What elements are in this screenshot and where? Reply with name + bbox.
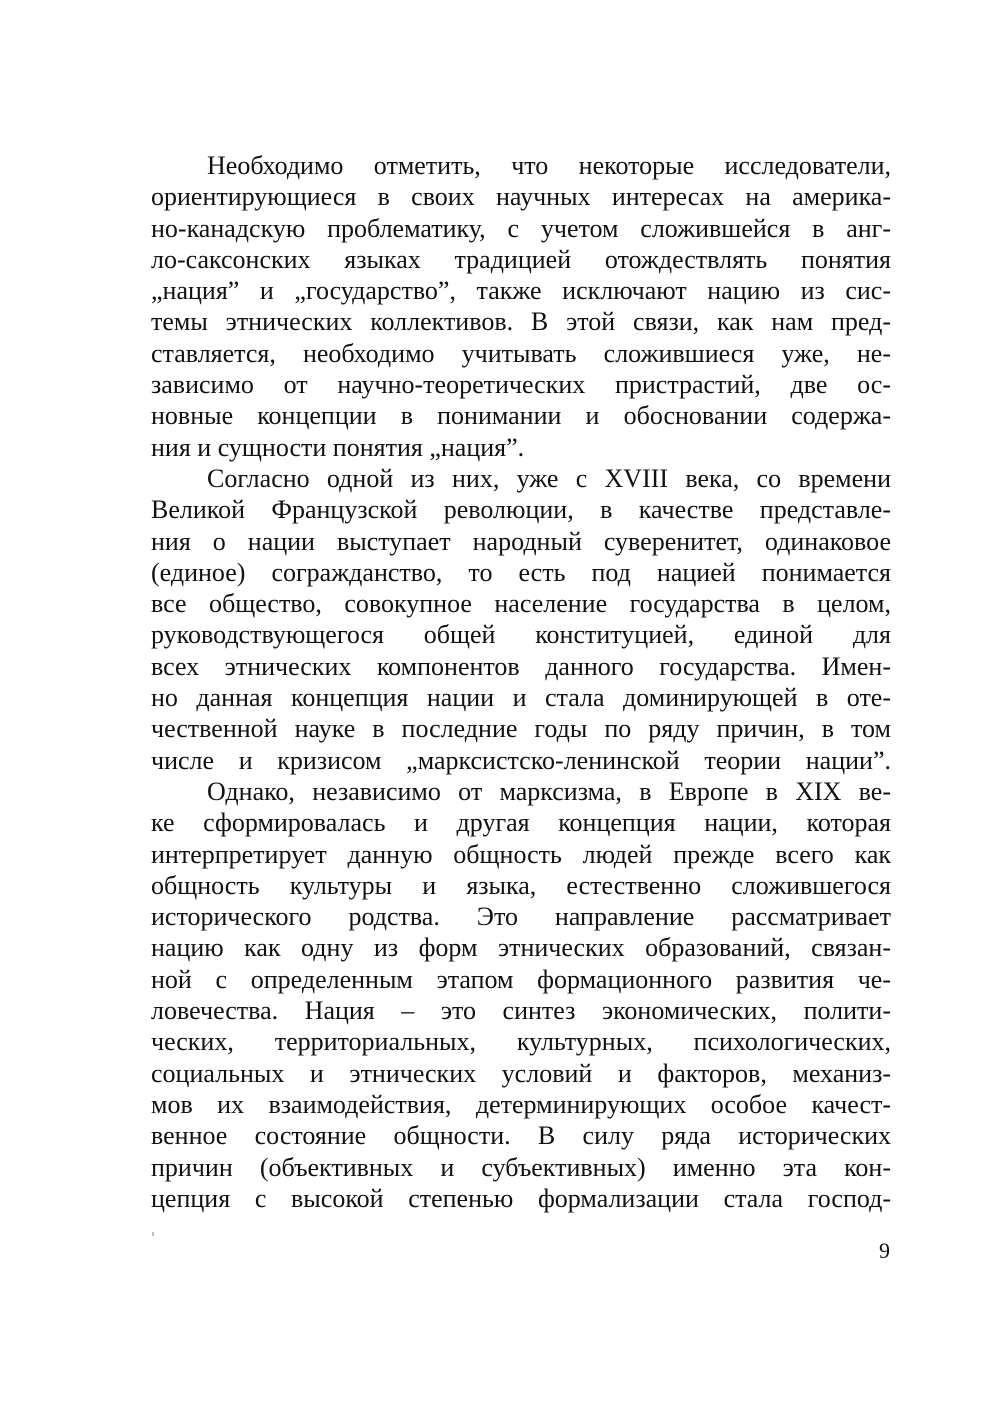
text-line: мов их взаимодействия, детерминирующих особое качест-	[151, 1089, 891, 1119]
text-line: ния о нации выступает народный суверенитет, одинаковое	[151, 526, 891, 556]
text-line: все общество, совокупное население государства в целом,	[151, 589, 891, 619]
text-line: причин (объективных и субъективных) именно эта кон-	[151, 1152, 891, 1182]
text-line: ловечества. Нация – это синтез экономических, полити-	[151, 996, 891, 1026]
text-line: Однако, независимо от марксизма, в Европе в XIX ве-	[207, 776, 891, 806]
text-line: исторического родства. Это направление рассматривает	[151, 902, 891, 932]
body-text	[151, 150, 891, 1214]
text-line: зависимо от научно-теоретических пристрастий, две ос-	[151, 370, 891, 400]
text-line: но-канадскую проблематику, с учетом сложившейся в анг-	[151, 213, 891, 243]
text-line: ческих, территориальных, культурных, психологических,	[151, 1027, 891, 1057]
text-line: нацию как одну из форм этнических образований, связан-	[151, 933, 891, 963]
text-line: всех этнических компонентов данного государства. Имен-	[151, 651, 891, 681]
text-line: „нация” и „государство”, также исключают нацию из сис-	[151, 276, 891, 306]
text-line: чественной науке в последние годы по ряду причин, в том	[151, 714, 891, 744]
text-line: числе и кризисом „марксистско-ленинской теории нации”.	[151, 745, 891, 775]
page-number: 9	[879, 1238, 890, 1263]
text-line: ло-саксонских языках традицией отождествлять понятия	[151, 244, 891, 274]
text-line: ной с определенным этапом формационного развития че-	[151, 964, 891, 994]
scan-speck	[152, 1232, 154, 1236]
text-line: руководствующегося общей конституцией, единой для	[151, 620, 891, 650]
text-line: новные концепции в понимании и обосновании содержа-	[151, 401, 891, 431]
text-line: ставляется, необходимо учитывать сложившиеся уже, не-	[151, 338, 891, 368]
text-line: Согласно одной из них, уже с XVIII века, со времени	[207, 463, 891, 493]
text-line: (единое) согражданство, то есть под нацией понимается	[151, 557, 891, 587]
text-line: общность культуры и языка, естественно сложившегося	[151, 870, 891, 900]
text-line: Необходимо отметить, что некоторые исследователи,	[207, 151, 891, 180]
text-line: социальных и этнических условий и факторов, механиз-	[151, 1058, 891, 1088]
text-line: ке сформировалась и другая концепция нации, которая	[151, 808, 891, 838]
text-line: Великой Французской революции, в качестве представле-	[151, 495, 891, 525]
text-line: ния и сущности понятия „нация”.	[151, 432, 525, 462]
text-line: венное состояние общности. В силу ряда исторических	[151, 1121, 891, 1151]
text-line: интерпретирует данную общность людей прежде всего как	[151, 839, 891, 869]
text-line: цепция с высокой степенью формализации стала господ-	[151, 1183, 891, 1213]
text-line: но данная концепция нации и стала доминирующей в оте-	[151, 683, 891, 713]
text-line: ориентирующиеся в своих научных интересах на америка-	[151, 182, 891, 212]
text-line: темы этнических коллективов. В этой связи, как нам пред-	[151, 307, 891, 337]
